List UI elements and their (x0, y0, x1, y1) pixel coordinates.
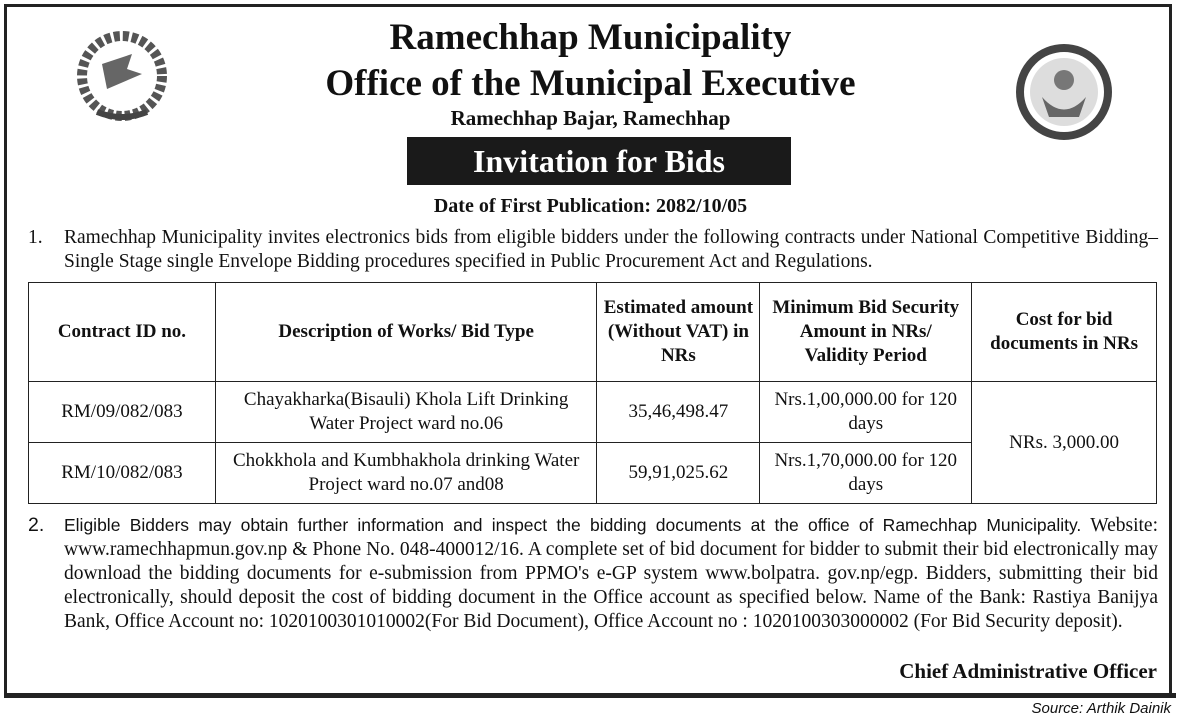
source-credit: Source: Arthik Dainik (1031, 700, 1171, 717)
paragraph-first-line: Eligible Bidders may obtain further information and inspect the bidding documents at the office of Ramechhap Municipality. (64, 515, 1082, 535)
bid-security: Nrs.1,00,000.00 for 120 days (760, 382, 972, 443)
table-row (29, 382, 1157, 443)
notice-banner: Invitation for Bids (407, 137, 791, 185)
paragraph-number: 2. (28, 514, 45, 536)
paragraph-2 (28, 513, 1158, 634)
office-title: Office of the Municipal Executive (325, 63, 856, 104)
contract-id: RM/10/082/083 (29, 443, 216, 504)
address: Ramechhap Bajar, Ramechhap (450, 106, 731, 130)
paragraph-text (64, 513, 1158, 634)
paragraph-rest: Website: www.ramechhapmun.gov.np & Phone No. 048-400012/16. A complete set of bid document for bidder to submit their bid electronically may download the bidding documents for e-submission from PPMO's e-GP system www.bolpatra. gov.np/egp. Bidders, submitting their bid electronically, should deposit the cost of bidding document in the Office account as specified below. Name of the Bank: Rastiya Banijya Bank, Office Account no: 1020100301010002(For Bid Document), Office Account no : 1020100303000002 (For Bid Security deposit). (64, 515, 1158, 632)
header-bid-security: Minimum Bid Security Amount in NRs/ Validity Period (760, 283, 972, 382)
bid-security: Nrs.1,70,000.00 for 120 days (760, 443, 972, 504)
estimated-amount: 59,91,025.62 (597, 443, 760, 504)
signatory: Chief Administrative Officer (899, 659, 1157, 683)
header-description: Description of Works/ Bid Type (215, 283, 597, 382)
header-contract-id: Contract ID no. (29, 283, 216, 382)
contracts-table (28, 282, 1157, 504)
page-title: Ramechhap Municipality (389, 17, 792, 58)
paragraph-text: Ramechhap Municipality invites electronics bids from eligible bidders under the following contracts under National Competitive Bidding–Single Stage single Envelope Bidding procedures specified in Public Procurement Act and Regulations. (64, 227, 1158, 272)
publication-date: Date of First Publication: 2082/10/05 (433, 195, 748, 217)
frame-shadow (4, 693, 1176, 698)
paragraph-1 (28, 226, 1158, 274)
description: Chokkhola and Kumbhakhola drinking Water Project ward no.07 and08 (215, 443, 597, 504)
estimated-amount: 35,46,498.47 (597, 382, 760, 443)
header-estimated-amount: Estimated amount (Without VAT) in NRs (597, 283, 760, 382)
paragraph-number: 1. (28, 227, 43, 248)
bid-document-cost: NRs. 3,000.00 (972, 382, 1157, 504)
description: Chayakharka(Bisauli) Khola Lift Drinking Water Project ward no.06 (215, 382, 597, 443)
header-cost: Cost for bid documents in NRs (972, 283, 1157, 382)
contract-id: RM/09/082/083 (29, 382, 216, 443)
table-header-row (29, 283, 1157, 382)
